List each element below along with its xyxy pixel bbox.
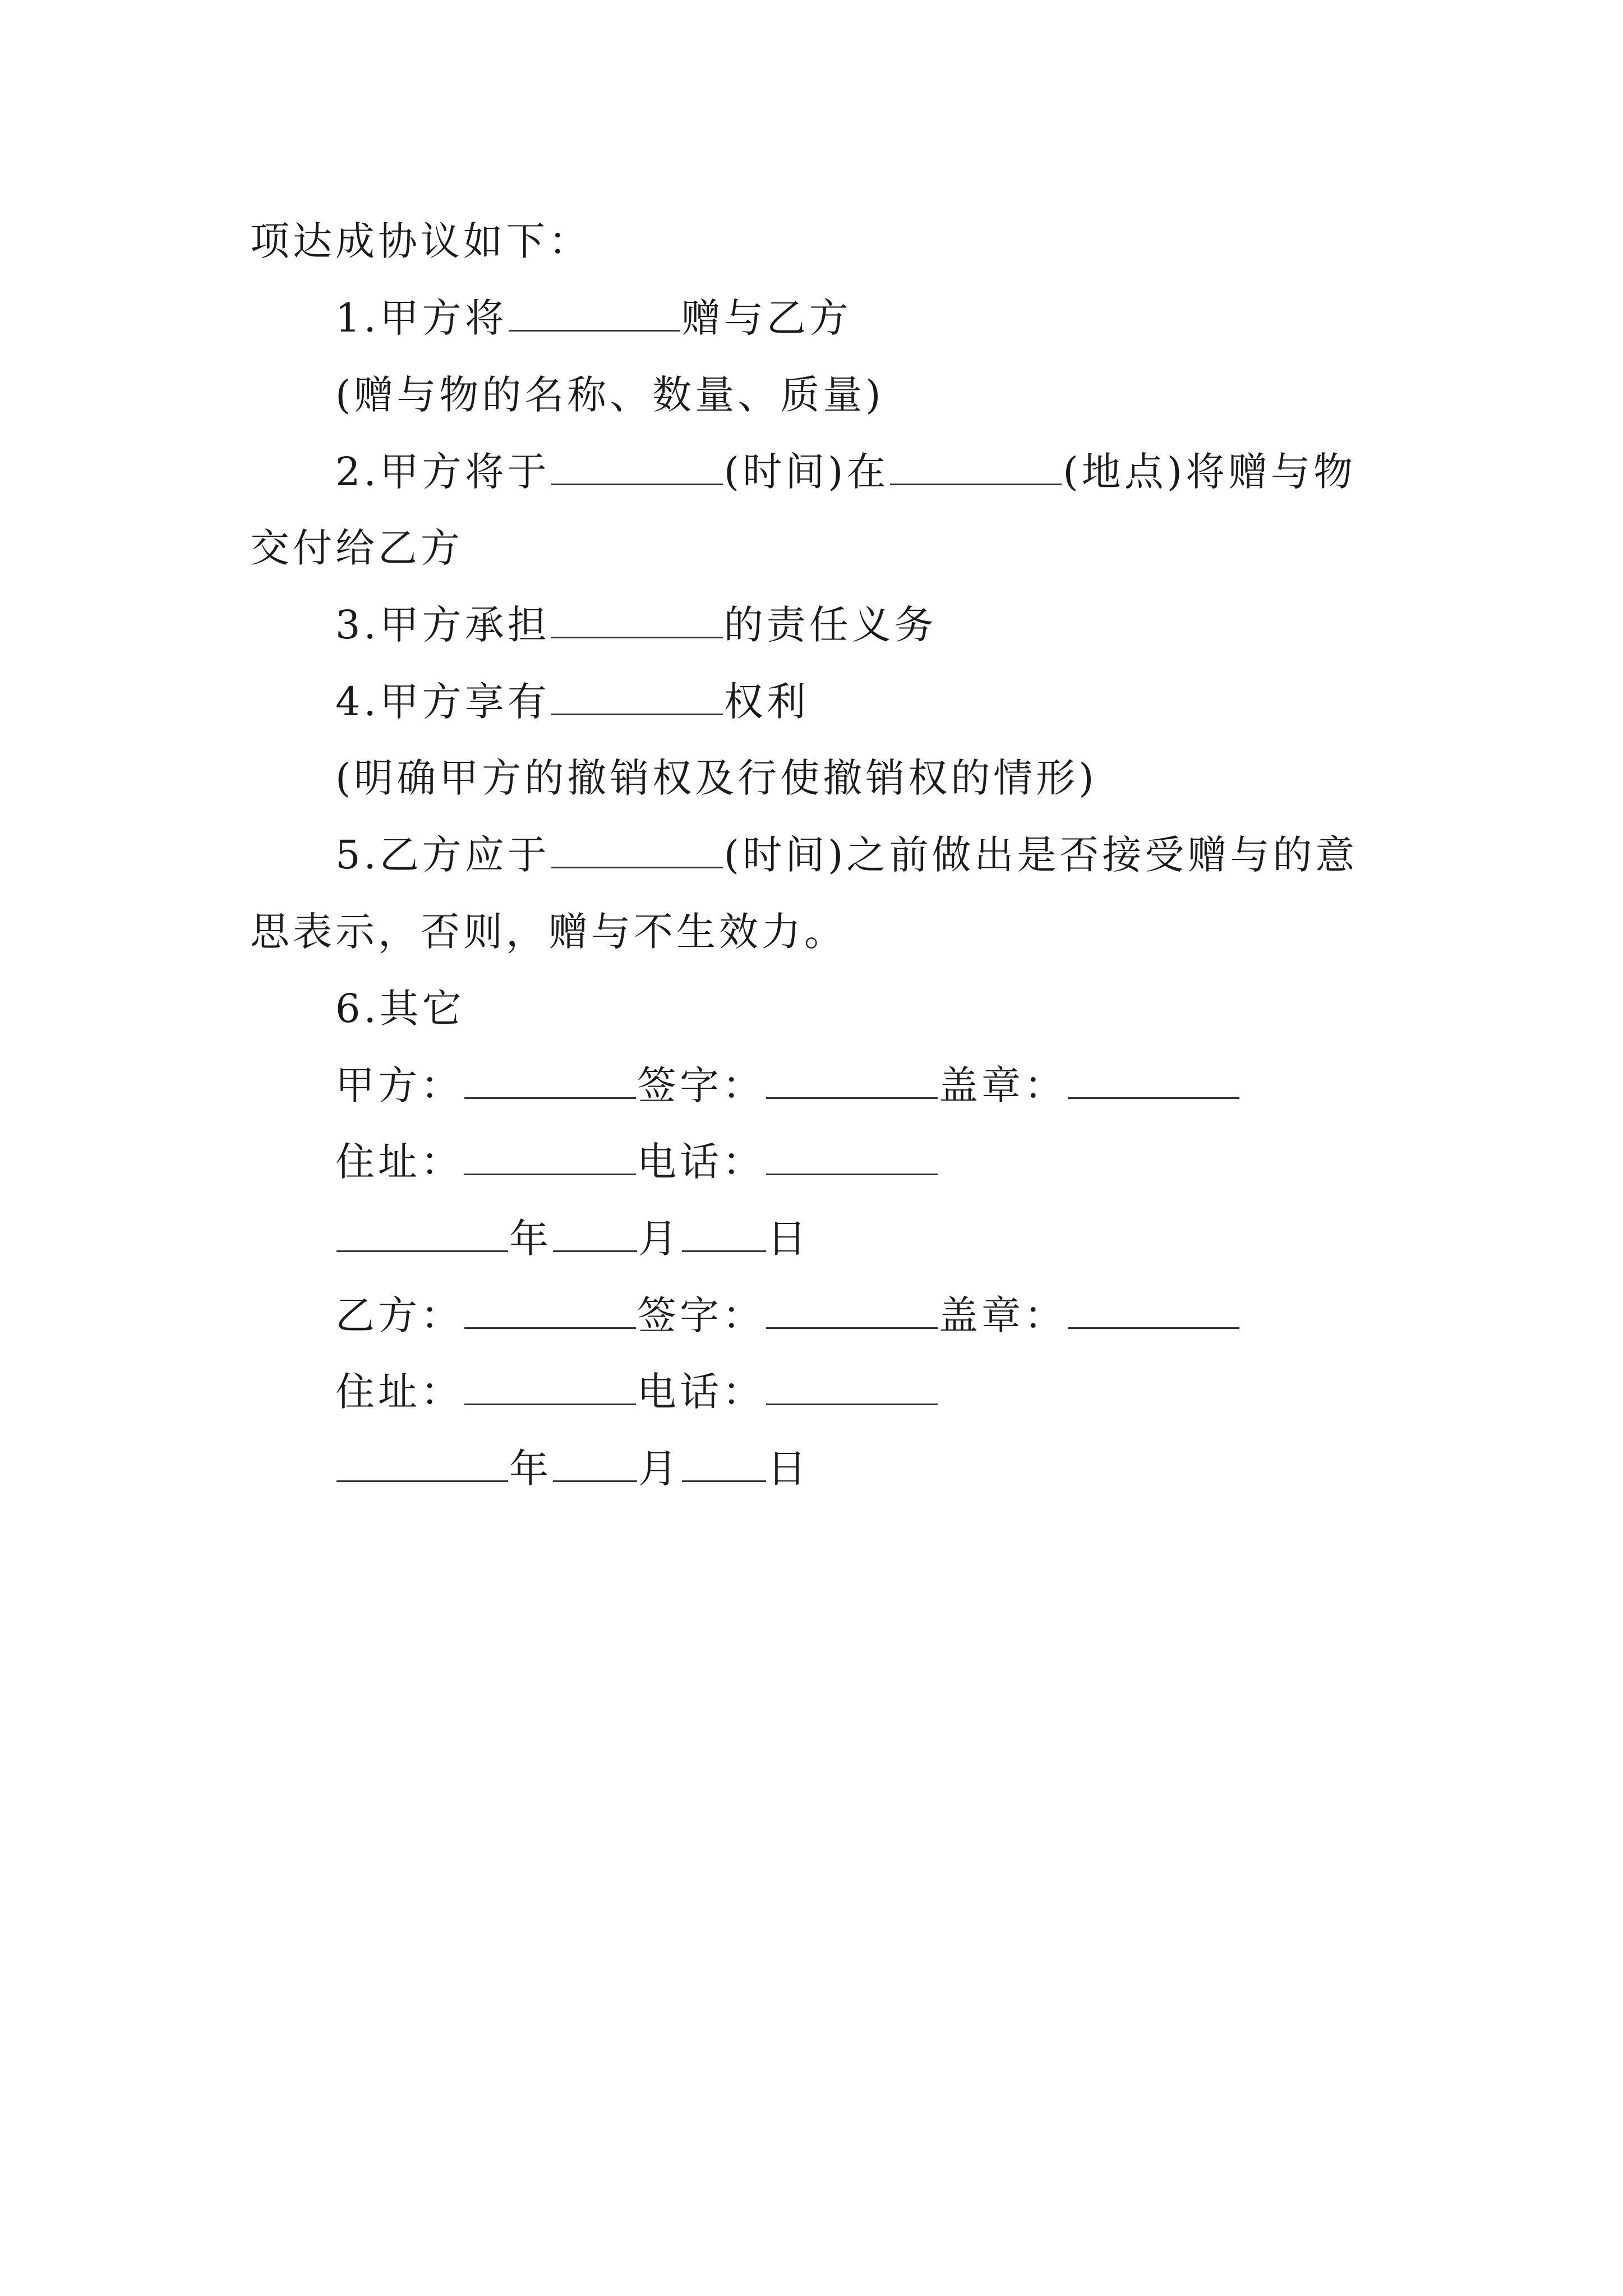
party-a-seal-label: 盖章： xyxy=(939,1062,1067,1108)
item-2-continuation xyxy=(250,523,463,573)
item-3 xyxy=(335,600,937,650)
party-a-sign-field[interactable] xyxy=(766,1062,938,1099)
item-1-note xyxy=(335,370,884,420)
party-a-sign-row xyxy=(335,1060,1241,1111)
item-5 xyxy=(335,830,1358,880)
item-4-note xyxy=(335,753,1098,803)
party-a-sign-label: 签字： xyxy=(637,1062,765,1108)
party-a-phone-field[interactable] xyxy=(766,1139,938,1175)
party-b-month-field[interactable] xyxy=(553,1446,637,1482)
party-b-day-label: 日 xyxy=(767,1446,810,1492)
item-2 xyxy=(335,447,1356,497)
item-1 xyxy=(335,293,852,343)
party-b-phone-field[interactable] xyxy=(766,1369,938,1405)
party-a-seal-field[interactable] xyxy=(1068,1062,1239,1099)
party-b-sign-label: 签字： xyxy=(637,1292,765,1338)
item-5-suffix: (时间)之前做出是否接受赠与的意 xyxy=(723,832,1358,878)
item-1-suffix: 赠与乙方 xyxy=(681,295,852,341)
item-3-prefix: 3.甲方承担 xyxy=(335,602,550,648)
party-b-contact-row xyxy=(335,1366,939,1417)
party-b-date-row xyxy=(335,1443,810,1494)
party-a-year-label: 年 xyxy=(509,1216,552,1262)
party-a-address-field[interactable] xyxy=(464,1139,636,1175)
party-b-year-field[interactable] xyxy=(336,1446,508,1482)
party-b-day-field[interactable] xyxy=(682,1446,766,1482)
item-1-note-text: (赠与物的名称、数量、质量) xyxy=(335,372,884,418)
party-a-phone-label: 电话： xyxy=(637,1139,765,1185)
item-2-mid1: (时间)在 xyxy=(723,449,889,495)
party-b-year-label: 年 xyxy=(509,1446,552,1492)
party-b-address-label: 住址： xyxy=(335,1369,463,1415)
party-a-date-row xyxy=(335,1213,810,1264)
item-5-cont-text: 思表示，否则，赠与不生效力。 xyxy=(250,909,847,955)
party-b-name-field[interactable] xyxy=(464,1292,636,1329)
item-6 xyxy=(335,983,465,1034)
item-4-note-text: (明确甲方的撤销权及行使撤销权的情形) xyxy=(335,755,1098,801)
party-a-day-label: 日 xyxy=(767,1216,810,1262)
party-a-address-label: 住址： xyxy=(335,1139,463,1185)
party-b-address-field[interactable] xyxy=(464,1369,636,1405)
party-a-month-field[interactable] xyxy=(553,1216,637,1252)
blank-field[interactable] xyxy=(551,449,723,485)
blank-field[interactable] xyxy=(509,295,680,332)
party-b-month-label: 月 xyxy=(638,1446,681,1492)
party-a-day-field[interactable] xyxy=(682,1216,766,1252)
party-b-seal-label: 盖章： xyxy=(939,1292,1067,1338)
party-b-phone-label: 电话： xyxy=(637,1369,765,1415)
item-5-prefix: 5.乙方应于 xyxy=(335,832,550,878)
party-a-name-label: 甲方： xyxy=(335,1062,463,1108)
blank-field[interactable] xyxy=(551,832,723,868)
party-b-sign-row xyxy=(335,1290,1241,1341)
intro-line xyxy=(250,216,591,266)
blank-field[interactable] xyxy=(551,602,723,638)
party-a-contact-row xyxy=(335,1137,939,1187)
party-b-name-label: 乙方： xyxy=(335,1292,463,1338)
party-a-name-field[interactable] xyxy=(464,1062,636,1099)
item-4 xyxy=(335,677,809,727)
item-6-text: 6.其它 xyxy=(335,986,465,1032)
item-1-prefix: 1.甲方将 xyxy=(335,295,508,341)
intro-text: 项达成协议如下： xyxy=(250,218,591,264)
party-a-year-field[interactable] xyxy=(336,1216,508,1252)
blank-field[interactable] xyxy=(890,449,1062,485)
item-4-prefix: 4.甲方享有 xyxy=(335,679,550,725)
blank-field[interactable] xyxy=(551,679,723,715)
item-2-cont-text: 交付给乙方 xyxy=(250,525,463,571)
item-4-suffix: 权利 xyxy=(723,679,809,725)
item-3-suffix: 的责任义务 xyxy=(723,602,937,648)
item-5-continuation xyxy=(250,907,847,957)
item-2-prefix: 2.甲方将于 xyxy=(335,449,550,495)
item-2-mid2: (地点)将赠与物 xyxy=(1063,449,1357,495)
party-b-seal-field[interactable] xyxy=(1068,1292,1239,1329)
party-a-month-label: 月 xyxy=(638,1216,681,1262)
party-b-sign-field[interactable] xyxy=(766,1292,938,1329)
